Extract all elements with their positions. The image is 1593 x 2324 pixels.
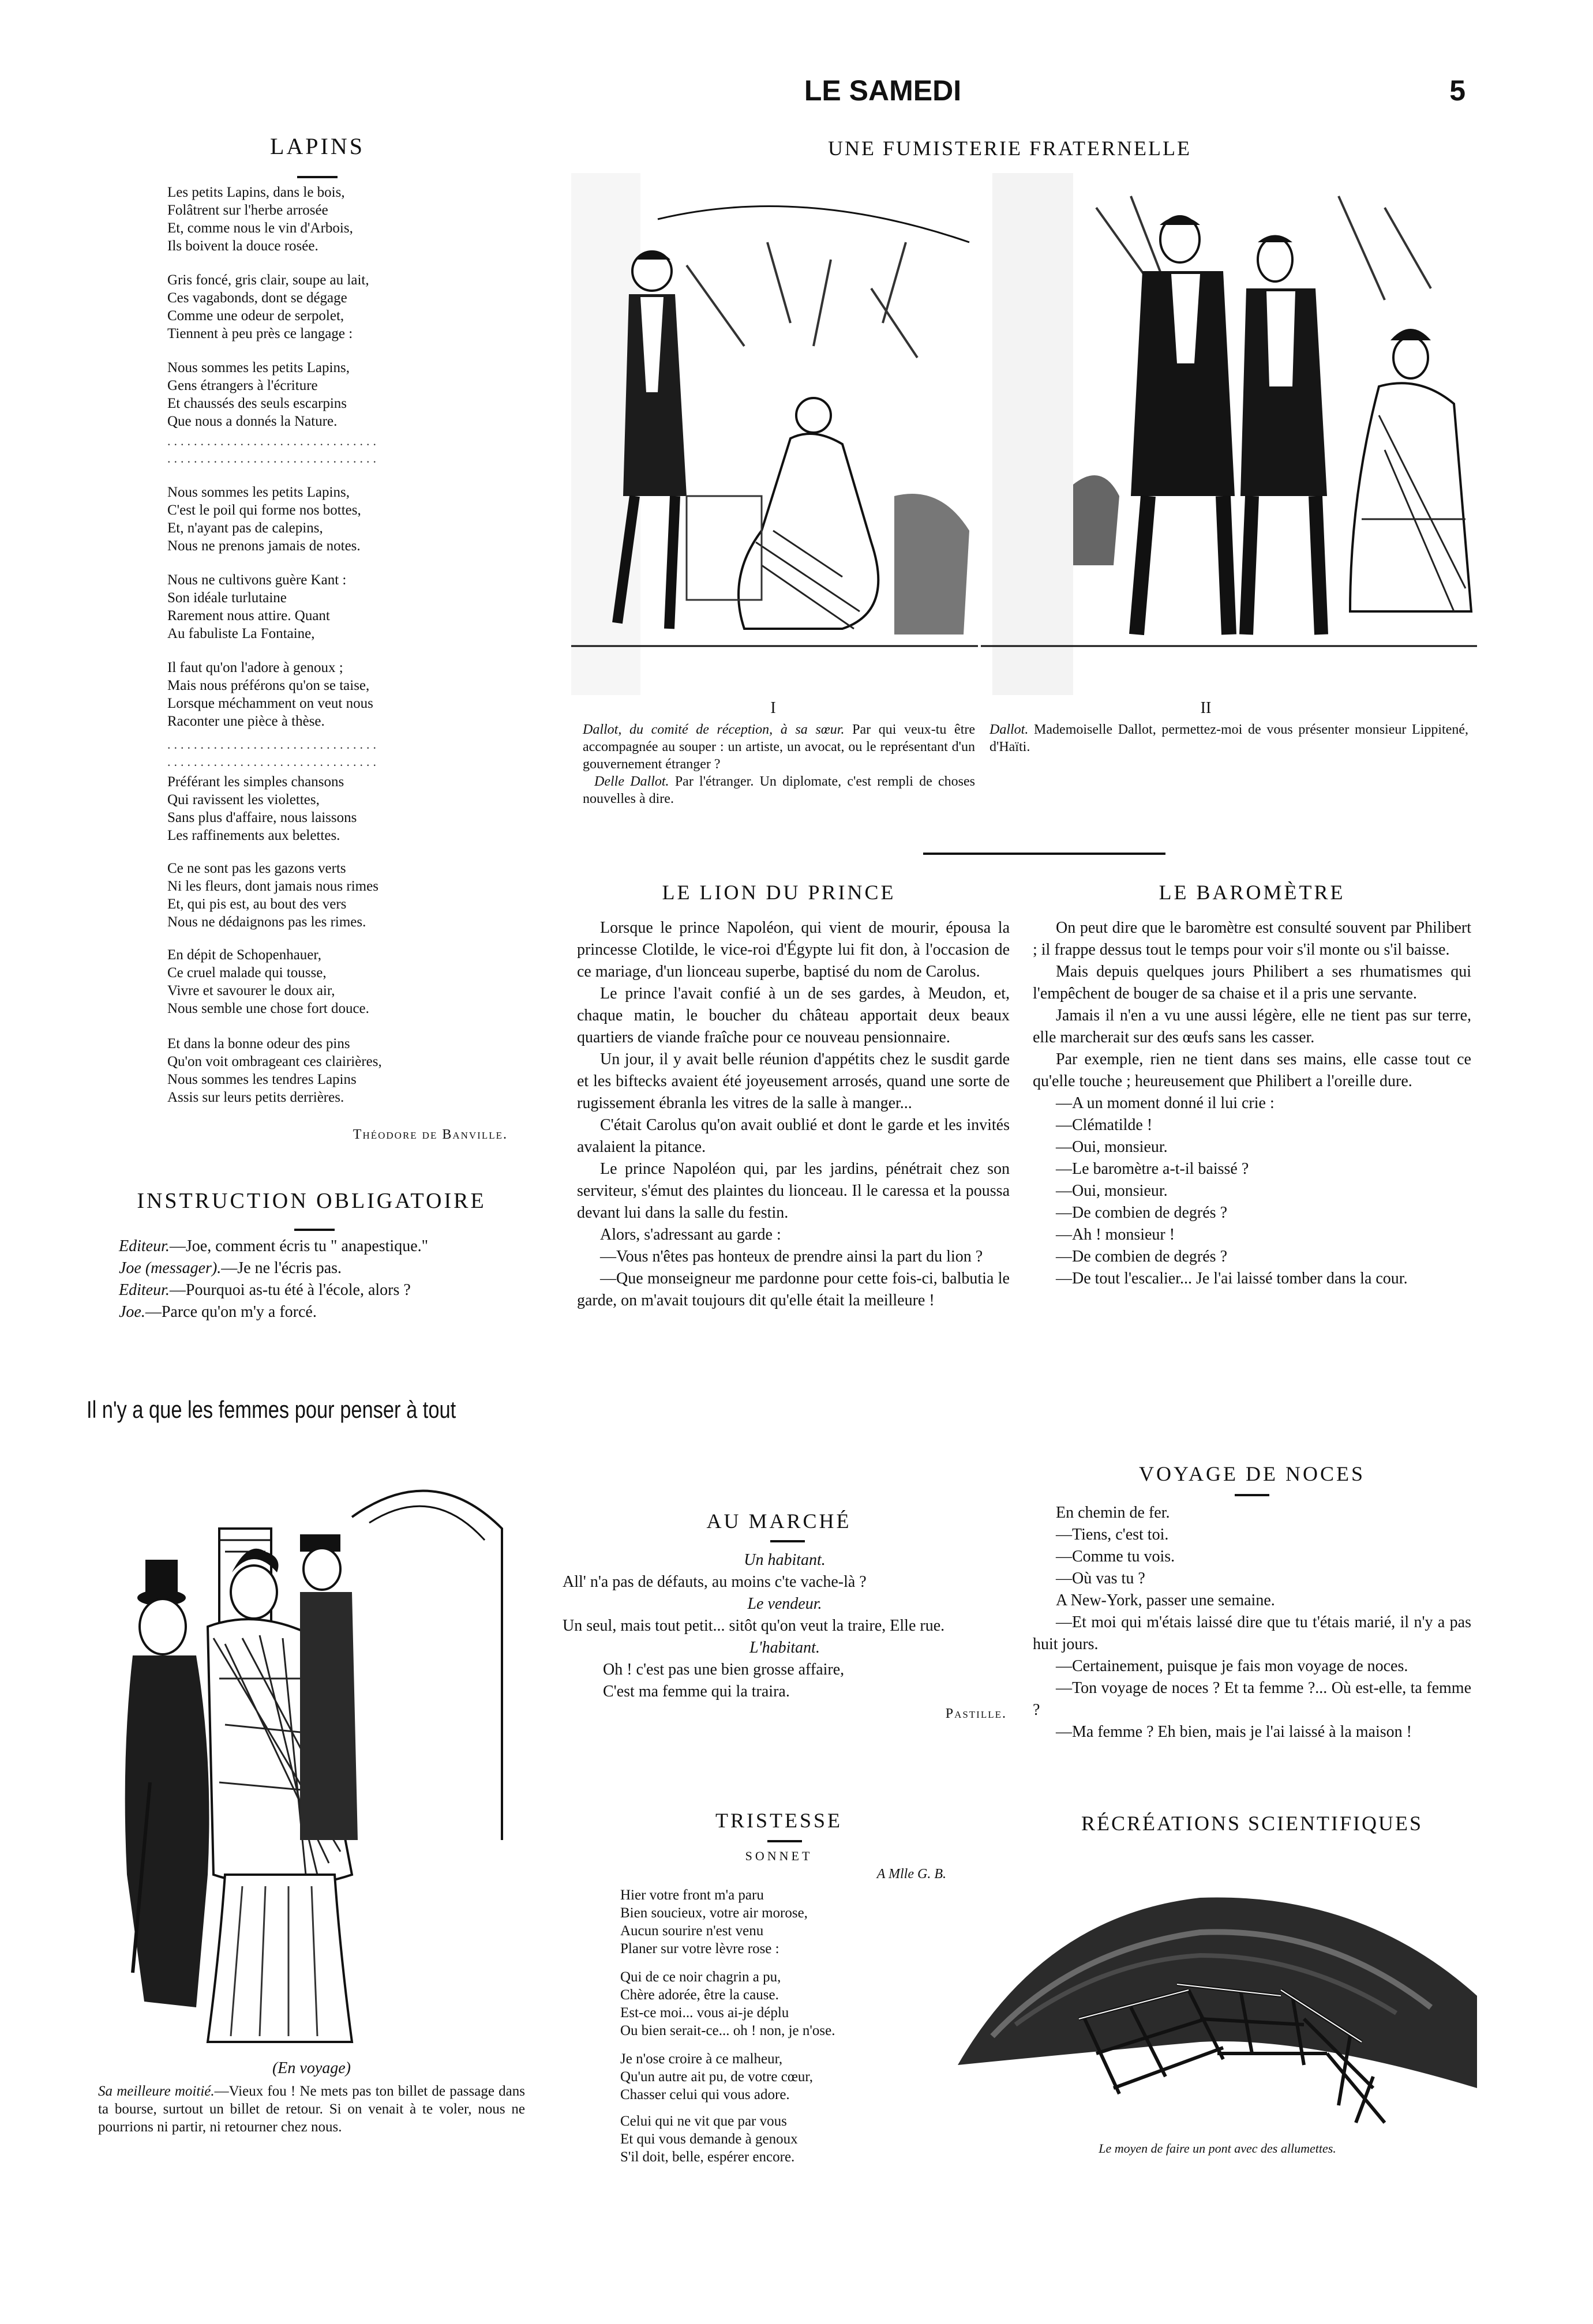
lapins-stanza-6: Il faut qu'on l'adore à genoux ; Mais nous préférons qu'on se taise, Lorsque méchamment on veut nous Raconter une pièce à thèse. [167, 660, 373, 729]
lapins-stanza-4: Nous sommes les petits Lapins, C'est le poil qui forme nos bottes, Et, n'ayant pas de calepins, Nous ne prenons jamais de notes. [167, 485, 361, 554]
lapins-stanza-1: Les petits Lapins, dans le bois, Folâtrent sur l'herbe arrosée Et, comme nous le vin d'Arbois, Ils boivent la douce rosée. [167, 185, 353, 254]
barometre-p2: Mais depuis quelques jours Philibert a ses rhumatismes qui l'empêchent de bouger de sa chaise et il a pris une servante. [1033, 963, 1471, 1003]
fumisterie-panel-2 [981, 173, 1477, 695]
recreations-title: RÉCRÉATIONS SCIENTIFIQUES [1081, 1812, 1423, 1835]
barometre-text [1033, 917, 1471, 1290]
salon-brother-sister-drawing [571, 173, 978, 695]
lion-p6: Alors, s'adressant au garde : [600, 1226, 781, 1244]
instruction-title-rule [294, 1229, 335, 1231]
fumisterie-bottom-rule [923, 853, 1165, 855]
instruction-line-4 [110, 1301, 519, 1323]
lion-p2: Le prince l'avait confié à un de ses gardes, à Meudon, et, chaque matin, le boucher du château apportait deux beaux quartiers de viande fraîche pour ce nouveau pensionnaire. [577, 985, 1010, 1046]
barometre-d6: —De combien de degrés ? [1056, 1204, 1227, 1222]
voyage-l6: —Et moi qui m'étais laissé dire que tu t'étais marié, il n'y a pas huit jours. [1033, 1613, 1471, 1653]
barometre-d5: —Oui, monsieur. [1056, 1182, 1168, 1200]
voyage-l2: —Tiens, c'est toi. [1056, 1526, 1169, 1544]
panel-2-label: II [1200, 699, 1212, 717]
line-text: —Pourquoi as-tu été à l'école, alors ? [169, 1281, 411, 1299]
instruction-line-3 [110, 1279, 519, 1301]
lapins-title-rule [297, 176, 338, 178]
lapins-stanza-8: Ce ne sont pas les gazons verts Ni les fleurs, dont jamais nous rimes Et, qui pis est, au bout des vers Nous ne dédaignons pas les rimes. [167, 861, 378, 930]
voyage-l3: —Comme tu vois. [1056, 1548, 1175, 1565]
marche-dialogue [563, 1549, 1007, 1725]
line-text: —Je ne l'écris pas. [221, 1259, 342, 1277]
marche-speaker-1: Un habitant. [744, 1551, 826, 1569]
femmes-caption-text: —Vieux fou ! Ne mets pas ton billet de passage dans ta bourse, surtout un billet de retour. Si on venait à te voler, nous ne pourrions ni partir, ni retourner chez nous. [98, 2083, 525, 2135]
match-bridge-illustration [958, 1846, 1477, 2134]
caption-1-speaker: Dallot, du comité de réception, à sa sœur. [583, 722, 845, 737]
voyage-l5: A New-York, passer une semaine. [1056, 1591, 1275, 1609]
lapins-ellipsis-2: ................................ [167, 451, 380, 465]
marche-line-1: All' n'a pas de défauts, au moins c'te vache-là ? [563, 1573, 867, 1591]
caption-1-reply-speaker: Delle Dallot. [594, 774, 669, 789]
barometre-d4: —Le baromètre a-t-il baissé ? [1056, 1160, 1249, 1178]
salon-introduction-drawing [981, 173, 1477, 695]
voyage-l4: —Où vas tu ? [1056, 1570, 1145, 1587]
lion-p5: Le prince Napoléon qui, par les jardins, pénétrait chez son serviteur, s'émut des plaintes du lionceau. Il le caressa et la poussa devant lui dans la salle du festin. [577, 1160, 1010, 1222]
speaker: Editeur. [119, 1237, 170, 1255]
caption-1-text: Par qui veux-tu être accompagnée au souper : un artiste, un avocat, ou le représentant d'un gouvernement étranger ? [583, 722, 976, 772]
marche-signature: Pastille. [945, 1706, 1007, 1721]
lion-p3: Un jour, il y avait belle réunion d'appétits chez le susdit garde et les biftecks avaient été joyeusement arrosés, quand une sorte de rugissement ébranla les vitres de la salle à manger... [577, 1050, 1010, 1112]
femmes-title: Il n'y a que les femmes pour penser à tout [87, 1396, 456, 1423]
instruction-title: INSTRUCTION OBLIGATOIRE [137, 1189, 486, 1213]
lapins-signature: Théodore de Banville. [353, 1127, 508, 1142]
tristesse-tercet-2: Celui qui ne vit que par vous Et qui vous demande à genoux S'il doit, belle, espérer encore. [620, 2113, 798, 2165]
barometre-p3: Jamais il n'en a vu une aussi légère, elle ne tient pas sur terre, elle marcherait sur des œufs sans les casser. [1033, 1007, 1471, 1046]
barometre-title: LE BAROMÈTRE [1159, 881, 1345, 904]
marche-speaker-3: L'habitant. [749, 1639, 820, 1657]
instruction-dialogue [110, 1236, 519, 1323]
marche-title: AU MARCHÉ [706, 1510, 852, 1533]
speaker: Editeur. [119, 1281, 170, 1299]
travelers-illustration [110, 1436, 513, 2053]
lion-text [577, 917, 1010, 1312]
travelers-drawing [110, 1436, 513, 2053]
voyage-l1: En chemin de fer. [1056, 1504, 1170, 1522]
lion-p8: —Que monseigneur me pardonne pour cette fois-ci, balbutia le garde, on m'avait toujours dit qu'elle était la meilleure ! [577, 1270, 1010, 1309]
barometre-d9: —De tout l'escalier... Je l'ai laissé tomber dans la cour. [1056, 1270, 1408, 1287]
caption-2-text: Mademoiselle Dallot, permettez-moi de vous présenter monsieur Lippitené, d'Haïti. [989, 722, 1468, 754]
recreations-caption: Le moyen de faire un pont avec des allumettes. [1099, 2141, 1336, 2156]
tristesse-quatrain-2: Qui de ce noir chagrin a pu, Chère adorée, être la cause. Est-ce moi... vous ai-je déplu Ou bien serait-ce... oh ! non, je n'ose. [620, 1969, 835, 2038]
barometre-d1: —A un moment donné il lui crie : [1056, 1094, 1275, 1112]
lapins-ellipsis-1: ................................ [167, 434, 380, 448]
lapins-ellipsis-3: ................................ [167, 737, 380, 752]
barometre-p4: Par exemple, rien ne tient dans ses mains, elle casse tout ce qu'elle touche ; heureusement que Philibert a l'oreille dure. [1033, 1050, 1471, 1090]
lapins-stanza-9: En dépit de Schopenhauer, Ce cruel malade qui tousse, Vivre et savourer le doux air, Nous semble une chose fort douce. [167, 947, 369, 1016]
lion-p1: Lorsque le prince Napoléon, qui vient de mourir, épousa la princesse Clotilde, le vice-roi d'Égypte lui fit don, à l'occasion de ce mariage, d'un lionceau superbe, baptisé du nom de Carolus. [577, 919, 1010, 981]
marche-line-2: Un seul, mais tout petit... sitôt qu'on veut la traire, Elle rue. [563, 1617, 945, 1635]
lion-p4: C'était Carolus qu'on avait oublié et dont le garde et les invités avalaient la pitance. [577, 1116, 1010, 1156]
lion-title: LE LION DU PRINCE [662, 881, 896, 904]
voyage-title-rule [1235, 1494, 1269, 1496]
femmes-caption [98, 2082, 525, 2136]
instruction-line-2 [110, 1257, 519, 1279]
barometre-d7: —Ah ! monsieur ! [1056, 1226, 1175, 1244]
lapins-stanza-5: Nous ne cultivons guère Kant : Son idéale turlutaine Rarement nous attire. Quant Au fabuliste La Fontaine, [167, 572, 347, 641]
lapins-title: LAPINS [269, 133, 365, 159]
barometre-d3: —Oui, monsieur. [1056, 1138, 1168, 1156]
panel-1-label: I [770, 699, 776, 717]
femmes-caption-speaker: Sa meilleure moitié. [98, 2083, 215, 2099]
voyage-title: VOYAGE DE NOCES [1139, 1462, 1365, 1485]
voyage-text [1033, 1502, 1471, 1743]
tristesse-title-rule [767, 1840, 802, 1842]
voyage-l8: —Ton voyage de noces ? Et ta femme ?... Où est-elle, ta femme ? [1033, 1679, 1471, 1719]
match-bridge-drawing [958, 1846, 1477, 2134]
lapins-stanza-10: Et dans la bonne odeur des pins Qu'on voit ombrageant ces clairières, Nous sommes les tendres Lapins Assis sur leurs petits derrières. [167, 1036, 382, 1105]
barometre-d2: —Clématilde ! [1056, 1116, 1153, 1134]
lapins-stanza-7: Préférant les simples chansons Qui ravissent les violettes, Sans plus d'affaire, nous laissons Les raffinements aux belettes. [167, 774, 357, 843]
speaker: Joe (messager). [119, 1259, 222, 1277]
barometre-p1: On peut dire que le baromètre est consulté souvent par Philibert ; il frappe dessus tout le temps pour voir s'il monte ou s'il baisse. [1033, 919, 1471, 959]
fumisterie-caption-1 [583, 721, 975, 808]
marche-speaker-2: Le vendeur. [747, 1595, 822, 1613]
lapins-stanza-3: Nous sommes les petits Lapins, Gens étrangers à l'écriture Et chaussés des seuls escarpins Que nous a donnés la Nature. [167, 360, 350, 429]
tristesse-dedication: A Mlle G. B. [876, 1867, 946, 1882]
voyage-l7: —Certainement, puisque je fais mon voyage de noces. [1056, 1657, 1408, 1675]
caption-2-speaker: Dallot. [989, 722, 1029, 737]
page-number: 5 [1449, 74, 1465, 107]
lion-p7: —Vous n'êtes pas honteux de prendre ainsi la part du lion ? [600, 1248, 983, 1266]
instruction-line-1 [110, 1236, 519, 1257]
tristesse-quatrain-1: Hier votre front m'a paru Bien soucieux, votre air morose, Aucun sourire n'est venu Planer sur votre lèvre rose : [620, 1887, 808, 1957]
masthead: LE SAMEDI [804, 74, 962, 107]
lapins-ellipsis-4: ................................ [167, 754, 380, 769]
speaker: Joe. [119, 1303, 145, 1321]
fumisterie-panel-1 [571, 173, 978, 695]
fumisterie-caption-2 [989, 721, 1468, 756]
caption-1-line [583, 721, 975, 773]
marche-title-rule [770, 1540, 805, 1542]
femmes-caption-title: (En voyage) [272, 2059, 351, 2077]
fumisterie-title: UNE FUMISTERIE FRATERNELLE [828, 137, 1191, 160]
tristesse-tercet-1: Je n'ose croire à ce malheur, Qu'un autre ait pu, de votre cœur, Chasser celui qui vous adore. [620, 2051, 813, 2103]
tristesse-title: TRISTESSE [715, 1809, 843, 1832]
barometre-d8: —De combien de degrés ? [1056, 1248, 1227, 1266]
voyage-l9: —Ma femme ? Eh bien, mais je l'ai laissé à la maison ! [1056, 1723, 1412, 1741]
lapins-stanza-2: Gris foncé, gris clair, soupe au lait, Ces vagabonds, dont se dégage Comme une odeur de serpolet, Tiennent à peu près ce langage : [167, 272, 369, 341]
marche-line-3: Oh ! c'est pas une bien grosse affaire, C'est ma femme qui la traira. [603, 1661, 845, 1700]
tristesse-subtitle: SONNET [745, 1849, 813, 1863]
line-text: —Joe, comment écris tu " anapestique." [169, 1237, 429, 1255]
line-text: —Parce qu'on m'y a forcé. [145, 1303, 317, 1321]
caption-1-reply-text: Par l'étranger. Un diplomate, c'est rempli de choses nouvelles à dire. [583, 774, 976, 806]
caption-1-reply [583, 773, 975, 808]
